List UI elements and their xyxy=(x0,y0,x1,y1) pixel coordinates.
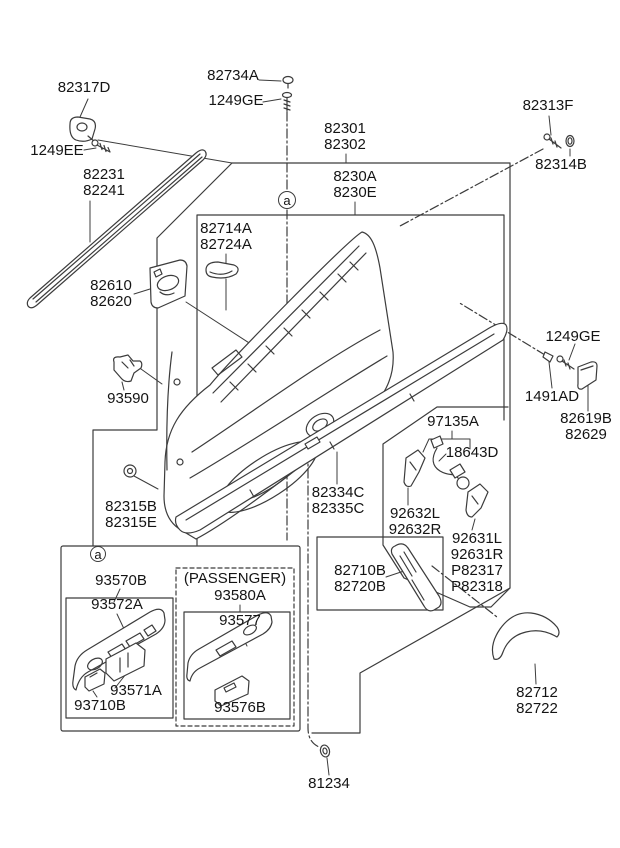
part-label-82301-82302: 82301 82302 xyxy=(324,120,366,153)
part-label-97135A: 97135A xyxy=(427,413,479,430)
part-label-93572A: 93572A xyxy=(91,596,143,613)
grommet-81234 xyxy=(319,744,331,758)
part-label-82231-82241: 82231 82241 xyxy=(83,166,125,199)
part-label-93576B: 93576B xyxy=(214,699,266,716)
part-label-1249GE-top: 1249GE xyxy=(208,92,264,109)
pull-handle-82710B xyxy=(391,544,441,611)
screw-1249GE-top xyxy=(283,93,292,112)
part-label-93571A: 93571A xyxy=(110,682,162,699)
part-label-82712-82722: 82712 82722 xyxy=(516,684,558,717)
screw-82313F xyxy=(544,134,561,148)
pin-82734A xyxy=(283,77,293,89)
part-label-passenger-note: (PASSENGER) xyxy=(183,570,287,587)
part-label-92632L-92632R: 92632L 92632R xyxy=(388,505,442,538)
clip-93590 xyxy=(114,355,142,382)
part-label-93580A: 93580A xyxy=(214,587,266,604)
clip-1491AD xyxy=(543,352,553,362)
part-label-93577: 93577 xyxy=(219,612,261,629)
part-label-93570B: 93570B xyxy=(95,572,147,589)
part-label-82313F: 82313F xyxy=(522,97,574,114)
part-label-81234: 81234 xyxy=(308,775,350,792)
lamp-bracket-92631 xyxy=(466,484,488,517)
part-label-18643D: 18643D xyxy=(445,444,499,461)
part-label-93710B: 93710B xyxy=(74,697,126,714)
door-belt-clip-82317D xyxy=(70,117,96,142)
part-label-82714A-82724A: 82714A 82724A xyxy=(200,220,252,253)
part-label-82317D: 82317D xyxy=(57,79,111,96)
part-label-82315B-82315E: 82315B 82315E xyxy=(105,498,157,531)
lamp-bracket-92632 xyxy=(404,450,425,487)
part-label-82314B: 82314B xyxy=(535,156,587,173)
part-label-82610-82620: 82610 82620 xyxy=(90,277,132,310)
part-label-1249GE-right: 1249GE xyxy=(545,328,601,345)
part-label-82334C-82335C: 82334C 82335C xyxy=(311,484,365,517)
part-label-82710B-82720B: 82710B 82720B xyxy=(334,562,386,595)
part-label-82619B-82629: 82619B 82629 xyxy=(560,410,612,443)
armrest-pad-82712 xyxy=(492,613,559,660)
callout-a-top: a xyxy=(278,191,296,209)
screw-1249GE-right xyxy=(557,356,574,369)
inside-handle-82610 xyxy=(150,260,187,308)
callout-a-box: a xyxy=(90,546,106,562)
part-label-8230A-8230E: 8230A 8230E xyxy=(333,168,377,201)
cover-82619B xyxy=(578,362,597,389)
part-label-93590: 93590 xyxy=(107,390,149,407)
washer-82314B xyxy=(566,136,574,147)
part-label-82734A: 82734A xyxy=(207,67,259,84)
grommet-82315B xyxy=(124,465,136,477)
grip-cover-82714A xyxy=(206,262,238,278)
part-label-1249EE: 1249EE xyxy=(30,142,84,159)
part-label-92631-group: 92631L 92631R P82317 P82318 xyxy=(450,530,504,595)
part-label-1491AD: 1491AD xyxy=(524,388,580,405)
